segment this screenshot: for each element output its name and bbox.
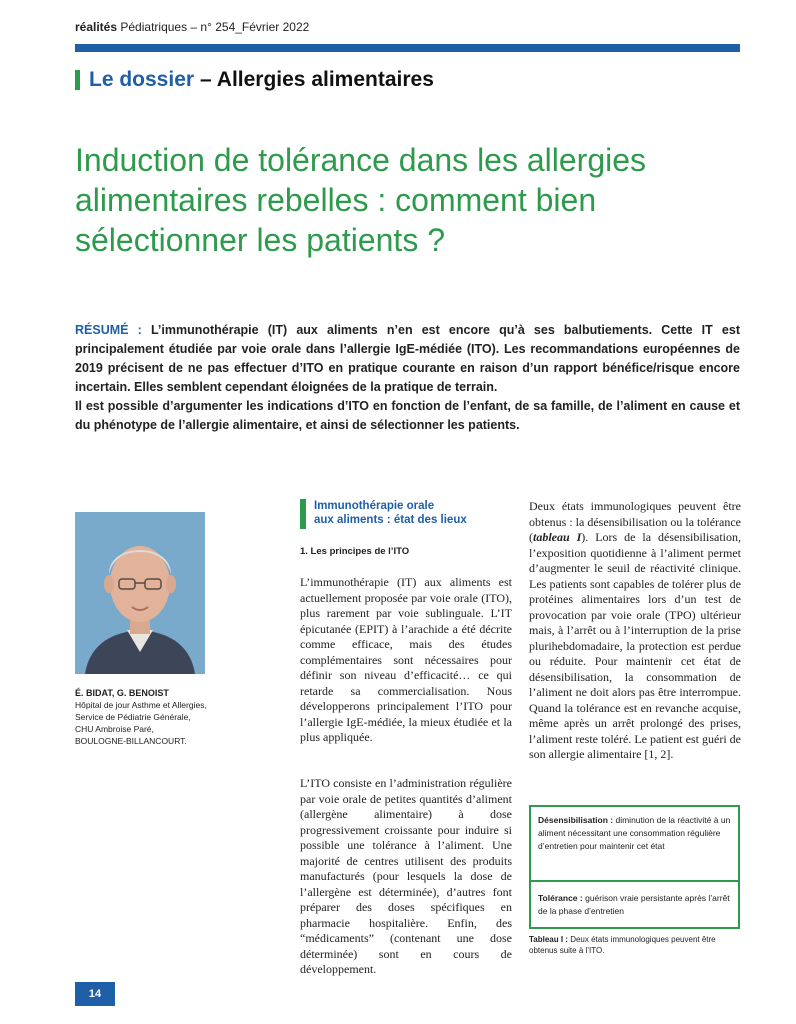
title-line-3: sélectionner les patients ? xyxy=(75,222,445,258)
term-tolerance: Tolérance : xyxy=(538,893,583,903)
header-rule xyxy=(75,44,740,52)
section-title-line-2: aux aliments : état des lieux xyxy=(314,514,467,526)
rubric-topic: – Allergies alimentaires xyxy=(200,68,434,91)
caption-label: Tableau I : xyxy=(529,935,568,944)
section-marker xyxy=(300,499,306,529)
affiliation-line-2: Service de Pédiatrie Générale, xyxy=(75,712,191,722)
issue-info: Pédiatriques – n° 254_Février 2022 xyxy=(120,20,310,34)
affiliation-line-3: CHU Ambroise Paré, xyxy=(75,724,154,734)
body-text-3-start: Deux états immunologiques peuvent être obtenus : la désensibilisation ou la tolérance ( xyxy=(529,499,741,544)
author-photo xyxy=(75,512,205,674)
title-line-2: alimentaires rebelles : comment bien xyxy=(75,182,597,218)
body-paragraph-1 xyxy=(300,575,512,746)
author-block xyxy=(75,687,275,747)
body-text-1: L’immunothérapie (IT) aux aliments est actuellement proposée par voie orale (ITO), plus rarement par voie sublinguale. L’IT épicutanée (EPIT) à l’arachide a été décrite comme efficace, mais des études complémentaires sont nécessaires pour définir son niveau d’efficacité… ce qui retarde sa commercialisation. Nous développerons principalement l’ITO pour l’allergie IgE-médiée, la mieux étudiée et la plus appliquée. xyxy=(300,575,512,744)
table-row xyxy=(531,884,738,926)
body-text-2: L’ITO consiste en l’administration régulière par voie orale de petites quantités d’aliment (allergène alimentaire) à dose progressivement croissante pour induire si possible une tolérance à l’aliment. Une majorité de centres utilisent des produits manufacturés (pour lesquels la dose de l’allergène est déterminée), d’autres font préparer des doses spécifiques en pharmacie hospitalière. Enfin, des “médicaments” (contenant une dose déterminée) sont en cours de développement. xyxy=(300,776,512,976)
body-paragraph-3 xyxy=(529,499,741,763)
definition-desensitization: diminution de la réactivité à un aliment nécessitant une consommation régulière d’entretien pour maintenir cet état xyxy=(538,815,731,851)
rubric-marker xyxy=(75,70,80,90)
abstract-paragraph-1 xyxy=(75,321,740,397)
rubric-heading xyxy=(75,68,434,92)
table-caption xyxy=(529,934,741,956)
caption-text: Deux états immunologiques peuvent être obtenus suite à l’ITO. xyxy=(529,935,716,955)
author-names: É. BIDAT, G. BENOIST xyxy=(75,688,169,698)
table-reference: tableau I xyxy=(533,530,582,544)
body-text-3-end: ). Lors de la désensibilisation, l’exposition quotidienne à l’aliment permet d’augmenter le seuil de réactivité clinique. Les patients sont capables de tolérer plus de protéines alimentaires lors d’un test de provocation par voie orale (TPO) ultérieur mais, à l’arrêt ou à l’interruption de la prise plurihebdomadaire, la protection est perdue ou réduite. Pour maintenir cet état de désensibilisation, la consommation de l’aliment ne doit alors pas être interrompue. Quand la tolérance est en revanche acquise, même après un arrêt prolongé des prises, l’aliment reste toléré. Le patient est guéri de son allergie alimentaire [1, 2]. xyxy=(529,530,741,761)
article-title xyxy=(75,140,755,260)
abstract-paragraph-2: Il est possible d’argumenter les indications d’ITO en fonction de l’enfant, de sa famille, de l’aliment en cause et du phénotype de l’allergie alimentaire, et ainsi de sélectionner les patients. xyxy=(75,399,740,432)
abstract-text-1: L’immunothérapie (IT) aux aliments n’en est encore qu’à ses balbutiements. Cette IT est principalement étudiée par voie orale dans l’allergie IgE-médiée (ITO). Les recommandations européennes de 2019 précisent de ne pas effectuer d’ITO en pratique courante en raison d’un rapport bénéfice/risque encore incertain. Elles semblent cependant éloignées de la pratique de terrain. xyxy=(75,323,740,394)
affiliation-line-1: Hôpital de jour Asthme et Allergies, xyxy=(75,700,207,710)
affiliation-line-4: BOULOGNE-BILLANCOURT. xyxy=(75,736,187,746)
section-heading xyxy=(300,499,467,529)
definition-tolerance: guérison vraie persistante après l’arrêt de la phase d’entretien xyxy=(538,893,730,916)
portrait-illustration xyxy=(75,512,205,674)
table-row xyxy=(531,807,738,882)
rubric-word: Le dossier xyxy=(89,68,195,91)
abstract xyxy=(75,321,740,435)
journal-name: réalités xyxy=(75,20,118,34)
title-line-1: Induction de tolérance dans les allergies xyxy=(75,142,647,178)
subsection-heading: 1. Les principes de l’ITO xyxy=(300,546,410,557)
definition-table xyxy=(529,805,740,929)
abstract-label: RÉSUMÉ : xyxy=(75,323,142,337)
page-number: 14 xyxy=(75,982,115,1006)
section-title-line-1: Immunothérapie orale xyxy=(314,500,435,512)
term-desensitization: Désensibilisation : xyxy=(538,815,614,825)
body-paragraph-2 xyxy=(300,776,512,978)
body-text-3 xyxy=(529,499,741,763)
section-title xyxy=(314,499,467,529)
running-header xyxy=(75,20,309,34)
